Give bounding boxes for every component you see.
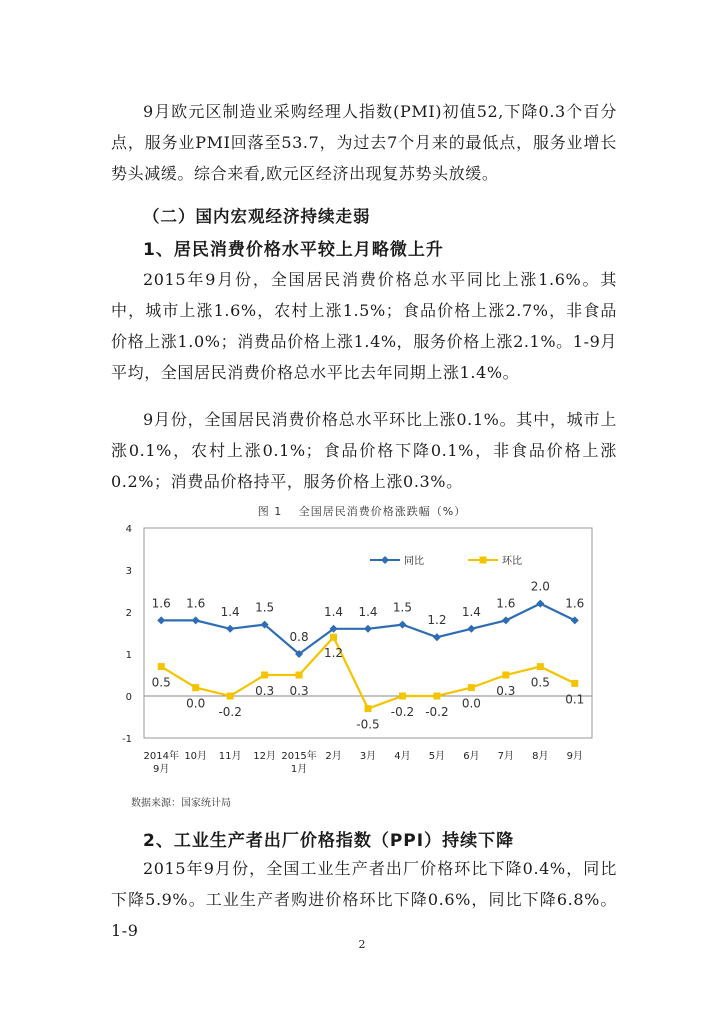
- cpi-line-chart: [110, 520, 610, 790]
- x-tick-label: 11月: [218, 751, 242, 762]
- series-point: [571, 616, 579, 624]
- legend-label: 环比: [502, 556, 522, 567]
- data-source-note: 数据来源：国家统计局: [131, 798, 231, 809]
- series-point: [365, 705, 372, 712]
- series-point: [398, 621, 406, 629]
- series-point: [261, 672, 268, 679]
- series-point: [468, 684, 475, 691]
- series-point: [536, 600, 544, 608]
- x-tick-labels: [144, 749, 583, 775]
- series-point: [158, 663, 165, 670]
- series-point: [502, 672, 509, 679]
- series-point: [537, 663, 544, 670]
- series-point: [433, 633, 441, 641]
- data-label: 0.8: [289, 630, 309, 644]
- x-tick-label: 9月: [153, 764, 170, 775]
- subheading-ppi: 2、工业生产者出厂价格指数（PPI）持续下降: [143, 831, 515, 851]
- x-tick-label: 3月: [359, 751, 377, 762]
- y-tick-label: 2: [125, 608, 132, 619]
- series-point: [571, 680, 578, 687]
- data-label: 0.3: [255, 684, 275, 698]
- paragraph-ppi: 2015年9月份，全国工业生产者出厂价格环比下降0.4%，同比下降5.9%。工业生产者购进价格环比下降0.6%，同比下降6.8%。1-9: [111, 859, 617, 940]
- x-tick-label: 5月: [428, 751, 446, 762]
- data-label: 1.6: [151, 596, 171, 611]
- subheading-cpi: 1、居民消费价格水平较上月略微上升: [143, 240, 444, 260]
- x-tick-label: 9月: [566, 751, 583, 762]
- data-label: 0.1: [565, 692, 585, 707]
- series-point: [192, 684, 199, 691]
- series-point: [157, 616, 165, 624]
- data-label: 0.3: [289, 684, 309, 698]
- chart-legend: [370, 554, 522, 567]
- series-point: [364, 625, 372, 633]
- series-point: [433, 693, 440, 700]
- data-label: 1.6: [565, 596, 585, 611]
- data-label: -0.2: [425, 705, 449, 719]
- data-label: 1.6: [186, 596, 206, 611]
- data-label: 0.0: [461, 696, 481, 711]
- data-label: 2.0: [530, 579, 550, 594]
- data-label: -0.2: [390, 705, 415, 719]
- x-tick-label: 8月: [532, 751, 549, 762]
- data-label: 1.2: [323, 646, 344, 661]
- paragraph-eurozone-pmi: 9月欧元区制造业采购经理人指数(PMI)初值52,下降0.3个百分点，服务业PMI回落至53.7，为过去7个月来的最低点，服务业增长势头减缓。综合来看,欧元区经济出现复苏势头放缓。: [111, 102, 617, 183]
- paragraph-cpi-mom: 9月份，全国居民消费价格总水平环比上涨0.1%。其中，城市上涨0.1%，农村上涨0.1%；食品价格下降0.1%，非食品价格上涨0.2%；消费品价格持平，服务价格上涨0.3%。: [111, 410, 617, 491]
- data-label: 0.0: [186, 696, 206, 711]
- page-number: 2: [358, 938, 366, 951]
- legend-marker: [381, 556, 389, 564]
- legend-label: 同比: [404, 556, 424, 567]
- x-tick-label: 12月: [253, 751, 276, 762]
- data-label: 1.4: [323, 604, 344, 619]
- x-tick-label: 10月: [184, 751, 208, 762]
- y-tick-labels: [122, 524, 132, 745]
- data-label: 0.3: [496, 684, 516, 698]
- data-label: -0.5: [356, 717, 380, 732]
- y-tick-label: 3: [125, 566, 132, 577]
- x-tick-label: 2月: [325, 751, 342, 762]
- series-point: [227, 693, 234, 700]
- y-tick-label: 0: [125, 692, 132, 703]
- series-point: [226, 625, 234, 633]
- x-tick-label: 6月: [463, 751, 480, 762]
- x-tick-label: 4月: [394, 751, 411, 762]
- x-tick-label: 2014年: [143, 751, 179, 762]
- series-point: [192, 616, 200, 624]
- data-label: 0.5: [151, 675, 171, 690]
- x-tick-label: 1月: [290, 764, 308, 775]
- section-heading-domestic: （二）国内宏观经济持续走弱: [143, 207, 371, 226]
- figure-title: 图 1 全国居民消费价格涨跌幅（%）: [257, 505, 467, 518]
- data-label: 1.5: [392, 600, 413, 615]
- y-tick-label: 1: [125, 650, 132, 661]
- y-tick-label: -1: [122, 734, 132, 745]
- series-point: [467, 625, 475, 633]
- data-label: 0.5: [530, 675, 550, 690]
- data-label: 1.5: [255, 600, 275, 615]
- legend-marker: [480, 557, 487, 564]
- data-label: 1.4: [358, 604, 378, 619]
- data-label: 1.4: [220, 604, 240, 619]
- data-label: 1.2: [427, 613, 447, 628]
- y-tick-label: 4: [125, 524, 132, 535]
- series-point: [296, 672, 303, 679]
- series-point: [399, 693, 406, 700]
- x-tick-label: 2015年: [281, 751, 317, 762]
- data-label: 1.4: [461, 604, 481, 619]
- series-point: [330, 634, 337, 641]
- data-label: -0.2: [218, 705, 242, 719]
- series-point: [502, 616, 510, 624]
- data-label: 1.6: [496, 596, 516, 611]
- paragraph-cpi-yoy: 2015年9月份，全国居民消费价格总水平同比上涨1.6%。其中，城市上涨1.6%，农村上涨1.5%；食品价格上涨2.7%，非食品价格上涨1.0%；消费品价格上涨1.4%，服务价格上涨2.1%。1-9月平均，全国居民消费价格总水平比去年同期上涨1.4%。: [111, 270, 617, 382]
- x-tick-label: 7月: [497, 751, 515, 762]
